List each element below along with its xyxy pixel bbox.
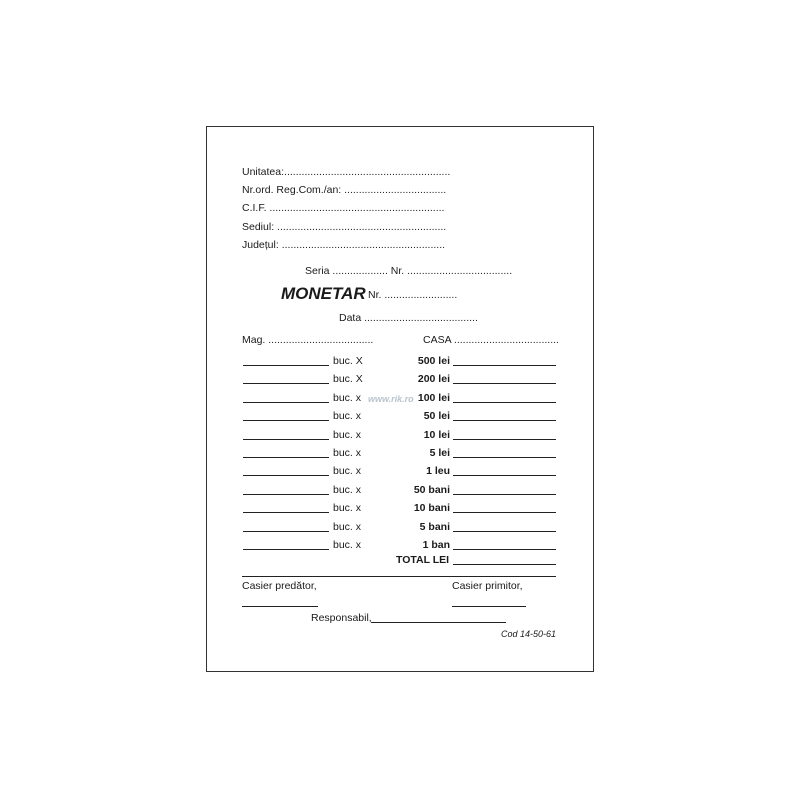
responsabil-signature-line[interactable] <box>371 622 506 623</box>
unit-label: buc. x <box>333 465 362 478</box>
mag-field[interactable]: Mag. .................................... <box>242 334 374 346</box>
denomination-label: 500 lei <box>417 355 450 367</box>
judetul-field[interactable]: Județul: ........................................................ <box>242 239 446 251</box>
value-line[interactable] <box>453 457 556 458</box>
denomination-label: 5 bani <box>419 520 450 533</box>
quantity-line[interactable] <box>243 439 329 440</box>
total-label: TOTAL LEI <box>396 554 450 566</box>
casier-predator-signature-line[interactable] <box>242 606 318 607</box>
denomination-label: 1 ban <box>422 539 450 551</box>
unit-label: buc. x <box>333 410 362 423</box>
denomination-label: 200 lei <box>417 373 450 386</box>
value-line[interactable] <box>453 494 556 495</box>
quantity-line[interactable] <box>243 383 329 384</box>
unit-label: buc. X <box>333 373 363 386</box>
responsabil-label: Responsabil, <box>311 612 372 624</box>
nr-ord-field[interactable]: Nr.ord. Reg.Com./an: ................................... <box>242 184 447 196</box>
quantity-line[interactable] <box>243 494 329 495</box>
value-line[interactable] <box>453 383 556 384</box>
data-field[interactable]: Data ....................................... <box>339 312 478 324</box>
value-line[interactable] <box>453 549 556 550</box>
unit-label: buc. x <box>333 391 362 404</box>
unit-label: buc. x <box>333 428 362 441</box>
value-line[interactable] <box>453 512 556 513</box>
value-line[interactable] <box>453 475 556 476</box>
value-line[interactable] <box>453 402 556 403</box>
quantity-line[interactable] <box>243 457 329 458</box>
quantity-line[interactable] <box>243 531 329 532</box>
denomination-label: 50 lei <box>423 410 450 423</box>
denomination-label: 100 lei <box>417 391 450 404</box>
value-line[interactable] <box>453 365 556 366</box>
denomination-label: 10 lei <box>423 428 450 441</box>
denomination-label: 10 bani <box>413 502 450 515</box>
unit-label: buc. X <box>333 355 363 367</box>
unit-label: buc. x <box>333 483 362 496</box>
value-line[interactable] <box>453 531 556 532</box>
form-title: MONETAR <box>281 284 366 303</box>
separator-line <box>242 576 556 577</box>
unit-label: buc. x <box>333 520 362 533</box>
quantity-line[interactable] <box>243 549 329 550</box>
title-nr-field[interactable]: Nr. ......................... <box>368 289 458 301</box>
form-code: Cod 14-50-61 <box>501 629 557 639</box>
cif-field[interactable]: C.I.F. ............................................................ <box>242 202 445 214</box>
seria-field[interactable]: Seria ................... Nr. .................................... <box>305 265 513 277</box>
unit-label: buc. x <box>333 539 362 551</box>
value-line[interactable] <box>453 420 556 421</box>
sediul-field[interactable]: Sediul: .......................................................... <box>242 221 447 233</box>
quantity-line[interactable] <box>243 420 329 421</box>
total-value-line[interactable] <box>453 564 556 565</box>
quantity-line[interactable] <box>243 475 329 476</box>
denomination-label: 1 leu <box>426 465 450 478</box>
casa-field[interactable]: CASA .................................... <box>423 334 559 346</box>
quantity-line[interactable] <box>243 365 329 366</box>
casier-predator-label: Casier predător, <box>242 580 317 592</box>
denomination-label: 5 lei <box>429 447 450 459</box>
casier-primitor-label: Casier primitor, <box>452 580 523 592</box>
casier-primitor-signature-line[interactable] <box>452 606 526 607</box>
watermark: www.rik.ro <box>368 394 414 404</box>
quantity-line[interactable] <box>243 512 329 513</box>
value-line[interactable] <box>453 439 556 440</box>
unit-label: buc. x <box>333 502 362 515</box>
denomination-label: 50 bani <box>413 483 450 496</box>
unitatea-field[interactable]: Unitatea:......................................................... <box>242 166 451 178</box>
unit-label: buc. x <box>333 447 362 459</box>
quantity-line[interactable] <box>243 402 329 403</box>
